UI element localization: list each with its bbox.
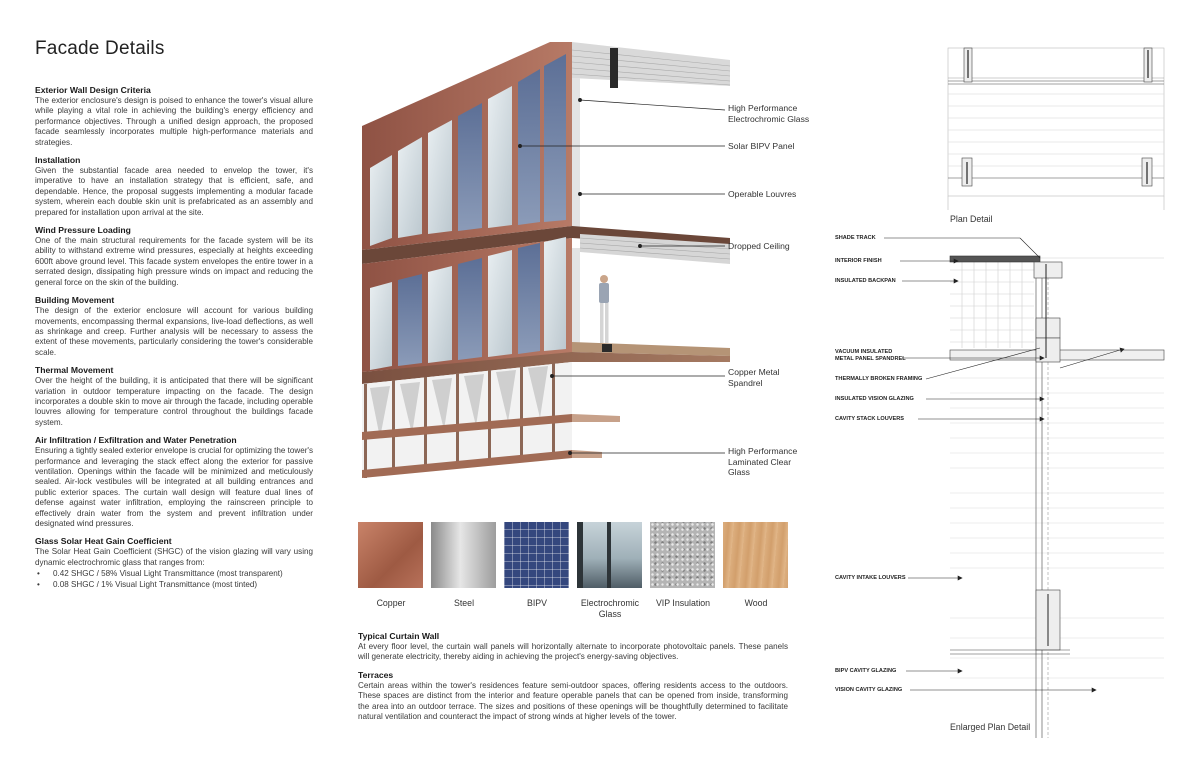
page-title: Facade Details <box>35 38 165 59</box>
callout-copper-spandrel: Copper Metal Spandrel <box>728 367 780 388</box>
shgc-bullet: • 0.42 SHGC / 58% Visual Light Transmittance (most transparent) <box>35 569 313 579</box>
label-insulated-backpan: INSULATED BACKPAN <box>835 278 896 284</box>
section-shgc <box>35 536 313 590</box>
label-bipv-cavity-glazing: BIPV CAVITY GLAZING <box>835 668 897 674</box>
section-heading: Typical Curtain Wall <box>358 631 440 641</box>
callout-solar-bipv: Solar BIPV Panel <box>728 141 795 151</box>
section-installation <box>35 155 313 218</box>
shgc-bullet: • 0.08 SHGC / 1% Visual Light Transmittance (most tinted) <box>35 580 313 590</box>
shgc-list <box>35 569 313 590</box>
swatch-label: BIPV <box>526 598 548 608</box>
section-heading: Exterior Wall Design Criteria <box>35 85 151 95</box>
section-heading: Installation <box>35 155 81 166</box>
section-body: Over the height of the building, it is anticipated that there will be significant variation in outdoor temperature impacting on the facade. The design incorporates a double skin to move air through the facade, including operable louvres allowing for temperature control throughout the buildings facade system. <box>35 376 313 427</box>
callout-laminated-glass: High Performance Laminated Clear Glass <box>728 446 798 478</box>
label-interior-finish: INTERIOR FINISH <box>835 258 882 264</box>
label-metal-panel-spandrel: METAL PANEL SPANDREL <box>835 356 906 362</box>
section-heading: Wind Pressure Loading <box>35 225 131 236</box>
label-vacuum-insulated: VACUUM INSULATED <box>835 349 893 355</box>
callout-operable-louvres: Operable Louvres <box>728 189 797 199</box>
swatch-bipv <box>504 522 569 588</box>
section-thermal-movement <box>35 365 313 428</box>
section-body: The exterior enclosure's design is poised to enhance the tower's visual allure while playing a vital role in achieving the building's energy efficiency and performance objectives. Through a unified design approach, the proposed facade seamlessly incorporates multiple high-performance materials and strategies. <box>35 96 313 147</box>
swatch-copper <box>358 522 423 588</box>
detail-drawings <box>830 38 1170 758</box>
facade-render <box>340 38 810 518</box>
swatch-label: Electrochromic Glass <box>580 598 640 619</box>
swatch-label: Wood <box>744 598 768 608</box>
swatch-vip-insulation <box>650 522 715 588</box>
section-design-criteria <box>35 85 313 148</box>
section-body: The design of the exterior enclosure will account for various building movements, encompassing thermal expansions, live-load deflections, as well as shrinkage and creep. Further analysis will be necessary to assess the extent of these movements, particularly considering the tower's considerable scale. <box>35 306 313 357</box>
center-text-column <box>358 631 788 729</box>
section-air-infiltration <box>35 435 313 529</box>
material-swatches <box>358 522 788 622</box>
section-wind-pressure <box>35 225 313 288</box>
section-heading: Building Movement <box>35 295 115 306</box>
section-heading: Air Infiltration / Exfiltration and Water Penetration <box>35 435 237 446</box>
section-heading: Terraces <box>358 669 394 680</box>
section-typical-curtain-wall <box>358 631 788 663</box>
label-insulated-vision-glazing: INSULATED VISION GLAZING <box>835 396 914 402</box>
callout-electrochromic-glass: High Performance Electrochromic Glass <box>728 103 810 124</box>
swatch-wood <box>723 522 788 588</box>
label-shade-track: SHADE TRACK <box>835 235 876 241</box>
label-cavity-stack-louvers: CAVITY STACK LOUVERS <box>835 416 904 422</box>
section-body: One of the main structural requirements for the facade system will be its ability to withstand extreme wind pressures, especially at heights exceeding 600ft above ground level. This facade system envelopes the entire tower in a serrated design, dissipating high pressure winds on impact and reducing the general force on the skin of the building. <box>35 236 313 287</box>
swatch-label: Copper <box>376 598 406 608</box>
section-terraces <box>358 670 788 723</box>
section-body: At every floor level, the curtain wall panels will horizontally alternate to incorporate photovoltaic panels. These panels will generate electricity, thereby aiding in achieving the project's energy-saving objectives. <box>358 642 788 662</box>
section-heading: Glass Solar Heat Gain Coefficient <box>35 536 172 547</box>
caption-plan-detail: Plan Detail <box>950 214 993 224</box>
section-body: Given the substantial facade area needed to envelop the tower, it's imperative to have an installation strategy that is efficient, safe, and dependable. Hence, the proposal suggests implementing a modular facade system, wherein each double skin unit is prefabricated as an assembly and prepared for installation upon arrival at the site. <box>35 166 313 217</box>
section-heading: Thermal Movement <box>35 365 114 376</box>
section-body: Certain areas within the tower's residences feature semi-outdoor spaces, offering residents access to the outdoors. These spaces are distinct from the interior and feature operable panels that can be opened from inside, transforming the area into an outdoor terrace. The sizes and positions of these openings will be thoughtfully determined to facilitate natural ventilation and counteract the impact of strong winds at higher levels of the tower. <box>358 680 788 722</box>
section-body: The Solar Heat Gain Coefficient (SHGC) of the vision glazing will vary using dynamic electrochromic glass that ranges from: <box>35 547 313 567</box>
swatch-label: Steel <box>453 598 475 608</box>
section-body: Ensuring a tightly sealed exterior envelope is crucial for optimizing the tower's performance and leveraging the stack effect along the exterior for passive ventilation. Openings within the facade will be minimized and meticulously sealed. Air-lock vestibules will be integrated at all building entrances and public exterior spaces. The curtain wall design will feature dual lines of defense against water infiltration, employing the rainscreen principle to effectively drain water from the system and prevent infiltration under designated wind pressures. <box>35 446 313 528</box>
label-cavity-intake-louvers: CAVITY INTAKE LOUVERS <box>835 575 906 581</box>
label-thermally-broken-framing: THERMALLY BROKEN FRAMING <box>835 376 923 382</box>
person-figure <box>599 275 609 343</box>
left-column <box>35 38 313 597</box>
label-vision-cavity-glazing: VISION CAVITY GLAZING <box>835 687 903 693</box>
callout-dropped-ceiling: Dropped Ceiling <box>728 241 790 251</box>
swatch-label: VIP Insulation <box>655 598 711 608</box>
section-building-movement <box>35 295 313 358</box>
caption-enlarged-plan-detail: Enlarged Plan Detail <box>950 722 1031 732</box>
swatch-electrochromic <box>577 522 642 588</box>
swatch-steel <box>431 522 496 588</box>
